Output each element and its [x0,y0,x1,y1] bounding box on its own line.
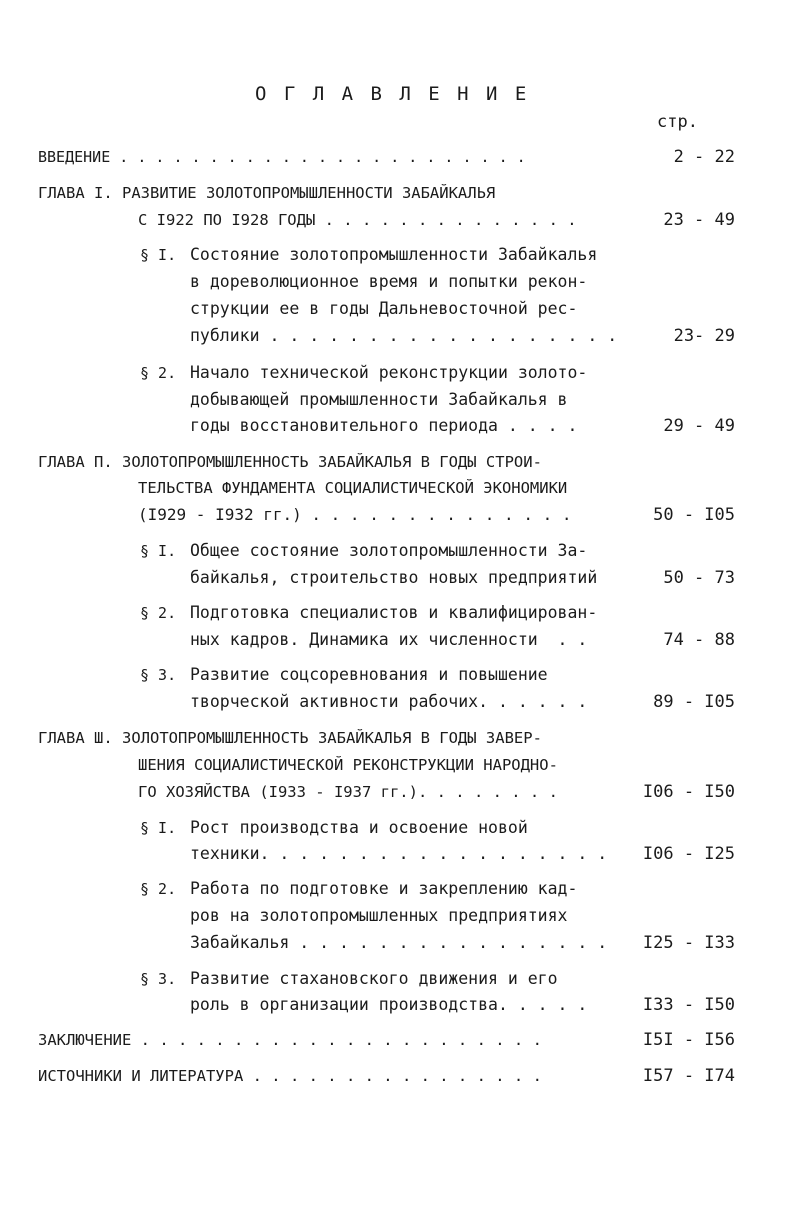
toc-line: Забайкалья . . . . . . . . . . . . . . . . [190,933,608,952]
toc-line: ИСТОЧНИКИ И ЛИТЕРАТУРА . . . . . . . . . . . . . . . . [38,1067,542,1085]
toc-line: ных кадров. Динамика их численности . . [190,630,588,649]
toc-line: публики . . . . . . . . . . . . . . . . . . [190,326,618,345]
toc-line: добывающей промышленности Забайкалья в [190,390,568,409]
page-title: О Г Л А В Л Е Н И Е [255,83,530,105]
toc-page-range: 2 - 22 [673,147,735,167]
toc-page-range: I5I - I56 [642,1030,735,1050]
section-mark: § 3. [140,666,177,684]
section-mark: § I. [140,246,177,264]
toc-line: ГЛАВА Ш. ЗОЛОТОПРОМЫШЛЕННОСТЬ ЗАБАЙКАЛЬЯ В ГОДЫ ЗАВЕР- [38,729,542,747]
toc-page-range: I33 - I50 [642,995,735,1015]
toc-page-range: 89 - I05 [653,692,735,712]
section-mark: § I. [140,542,177,560]
toc-line: роль в организации производства. . . . . [190,995,588,1014]
toc-page-range: 50 - I05 [653,505,735,525]
toc-page-range: 23 - 49 [663,210,735,230]
toc-line: Работа по подготовке и закреплению кад- [190,879,578,898]
toc-page-range: I57 - I74 [642,1066,735,1086]
page-column-header: стр. [657,112,698,132]
section-mark: § 2. [140,880,177,898]
toc-line: Развитие соцсоревнования и повышение [190,665,548,684]
toc-line: С I922 ПО I928 ГОДЫ . . . . . . . . . . . . . . [138,211,577,229]
toc-line: струкции ее в годы Дальневосточной рес- [190,299,578,318]
toc-line: ГЛАВА П. ЗОЛОТОПРОМЫШЛЕННОСТЬ ЗАБАЙКАЛЬЯ В ГОДЫ СТРОИ- [38,453,542,471]
toc-line: Рост производства и освоение новой [190,818,528,837]
toc-line: байкалья, строительство новых предприятий [190,568,598,587]
toc-page-range: I25 - I33 [642,933,735,953]
toc-line: ГЛАВА I. РАЗВИТИЕ ЗОЛОТОПРОМЫШЛЕННОСТИ ЗАБАЙКАЛЬЯ [38,184,496,202]
toc-line: ШЕНИЯ СОЦИАЛИСТИЧЕСКОЙ РЕКОНСТРУКЦИИ НАРОДНО- [138,756,558,774]
toc-page-range: 23- 29 [673,326,735,346]
toc-line: в дореволюционное время и попытки рекон- [190,272,588,291]
toc-line: ЗАКЛЮЧЕНИЕ . . . . . . . . . . . . . . . . . . . . . . [38,1031,542,1049]
toc-line: годы восстановительного периода . . . . [190,416,578,435]
section-mark: § 2. [140,604,177,622]
toc-line: Состояние золотопромышленности Забайкалья [190,245,598,264]
toc-line: творческой активности рабочих. . . . . . [190,692,588,711]
toc-page-range: I06 - I50 [642,782,735,802]
toc-line: техники. . . . . . . . . . . . . . . . . . [190,844,608,863]
toc-line: Развитие стахановского движения и его [190,969,558,988]
toc-line: Общее состояние золотопромышленности За- [190,541,588,560]
toc-line: ГО ХОЗЯЙСТВА (I933 - I937 гг.). . . . . . . . [138,783,558,801]
toc-line: Начало технической реконструкции золото- [190,363,588,382]
section-mark: § 3. [140,970,177,988]
section-mark: § 2. [140,364,177,382]
toc-page-range: 29 - 49 [663,416,735,436]
toc-line: ТЕЛЬСТВА ФУНДАМЕНТА СОЦИАЛИСТИЧЕСКОЙ ЭКОНОМИКИ [138,479,568,497]
toc-line: Подготовка специалистов и квалифицирован- [190,603,598,622]
toc-page-range: 74 - 88 [663,630,735,650]
toc-line: (I929 - I932 гг.) . . . . . . . . . . . . . . [138,505,572,524]
toc-page-range: I06 - I25 [642,844,735,864]
toc-line: ров на золотопромышленных предприятиях [190,906,568,925]
toc-page-range: 50 - 73 [663,568,735,588]
toc-line: ВВЕДЕНИЕ . . . . . . . . . . . . . . . . . . . . . . . [38,148,526,166]
section-mark: § I. [140,819,177,837]
